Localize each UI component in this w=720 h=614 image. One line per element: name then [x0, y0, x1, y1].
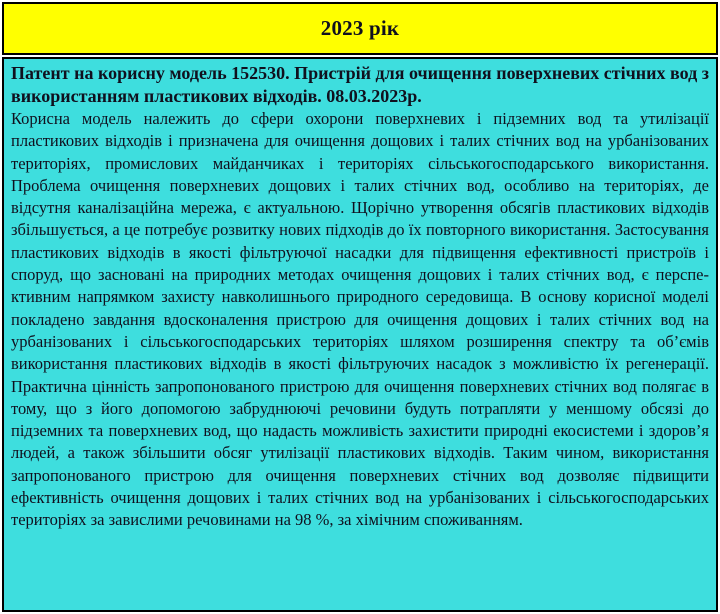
year-label: 2023 рік	[320, 16, 400, 40]
year-header	[2, 2, 718, 55]
patent-title: Патент на корисну модель 152530. Пристрій для очищення поверхневих стічних вод з використанням пластикових відходів. 08.03.2023р.	[11, 63, 709, 106]
patent-card	[2, 57, 718, 612]
patent-description: Корисна модель належить до сфери охорони поверхневих і підземних вод та утилізації пластикових відходів і призначена для очищення дощових і талих стічних вод на урбанізованих територіях, промислових майданчиках і територіях сільськогосподарського використання. Проблема очищення поверхневих дощових і талих стічних вод, особливо на територіях, де відсутня каналізаційна мережа, є актуальною. Щорічно утворення обсягів пластикових відходів збільшується, а це потребує розвитку нових підходів до їх повторного використання. Застосування пластикових відходів в якості фільтруючої насадки для підвищення ефективності пристроїв і споруд, що засновані на природних методах очищення дощових і талих стічних вод, є перспе-ктивним напрямком захисту навколишнього природного середовища. В основу корисної моделі покладено завдання вдосконалення пристрою для очищення дощових і талих стічних вод на урбанізованих і сільськогосподарських територіях шляхом розширення спектру та об’ємів використання пластикових відходів в якості фільтруючих насадок з можливістю їх регенерації. Практична цінність запропонованого пристрою для очищення поверхневих стічних вод полягає в тому, що з його допомогою забруднюючі речовини будуть потрапляти у меншому обсязі до підземних та поверхневих вод, що надасть можливість захистити природні екосистеми і здоров’я людей, а також збільшити обсяг утилізації пластикових відходів. Таким чином, використання запропонованого пристрою для очищення поверхневих стічних вод дозволяє підвищити ефективність очищення дощових і талих стічних вод на урбанізованих і сільськогосподарських територіях за завислими речовинами на 98 %, за хімічним споживанням.	[11, 109, 709, 530]
